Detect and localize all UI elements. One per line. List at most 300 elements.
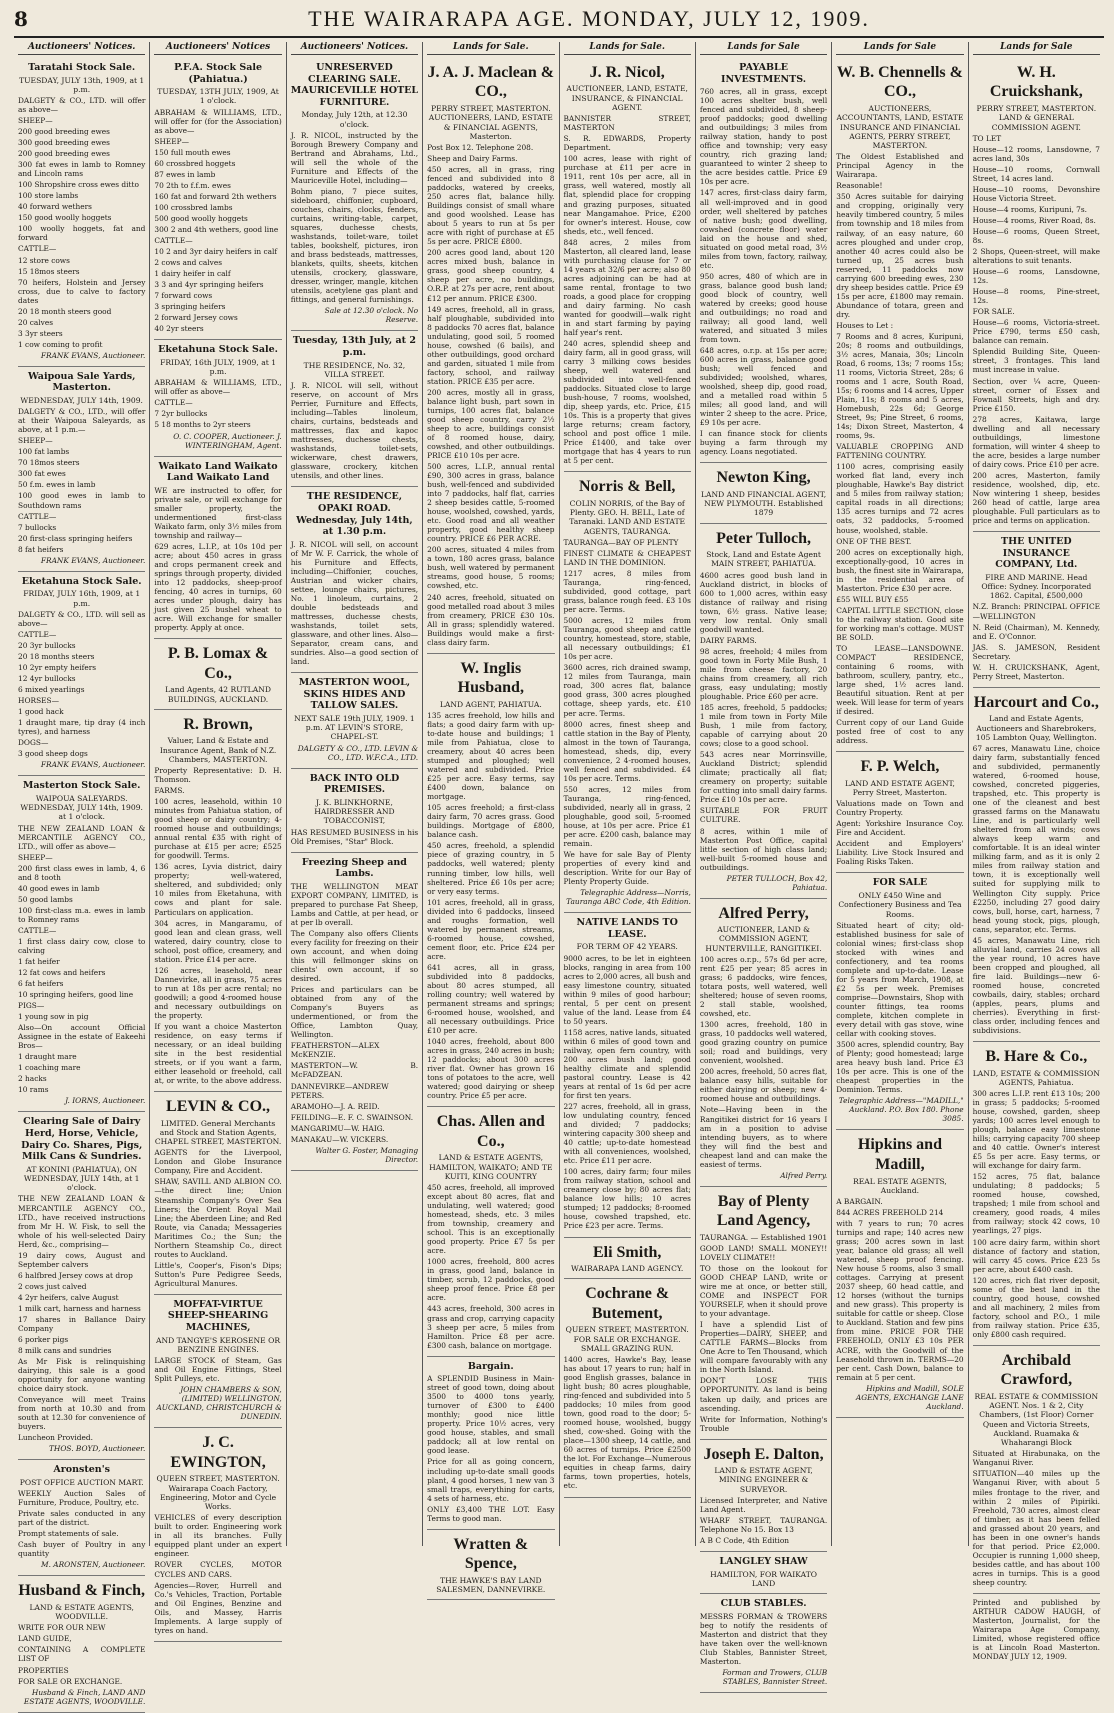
ad-title: Clearing Sale of Dairy Herd, Horse, Vehicle, Dairy Co. Shares, Pigs, Milk Cans & Sundries. xyxy=(21,1116,143,1163)
advertisement xyxy=(154,1295,281,1428)
advertisement xyxy=(291,331,418,487)
ad-subtitle: Stock, Land and Estate Agent MAIN STREET, PAHIATUA. xyxy=(706,550,821,569)
ad-text: Property Representative: D. H. Thomson. xyxy=(154,766,282,785)
ad-title: MASTERTON WOOL, SKINS HIDES AND TALLOW SALES. xyxy=(298,677,411,712)
ad-text: 152 acres, 75 flat, balance undulating; 8 paddocks; 5 roomed house, cowshed, trapshed; 1 mile from school and creamery, good roads, 4 miles from railway; stock 42 cows, 10 yearlings, 27 pigs. xyxy=(972,1172,1100,1236)
ad-text: 760 acres, all in grass, except 100 acres shelter bush, well fenced and subdivided, 8 sheep-proof paddocks; good dwelling and outbuildings; 3 miles from railway station, handy to post office and township; very easy country, rich grazing land; guaranteed to winter 2 sheep to the acre besides cattle. Price £9 10s per acre. xyxy=(699,87,828,187)
ad-title: Joseph E. Dalton, xyxy=(703,1445,824,1463)
ad-signature: M. ARONSTEN, Auctioneer. xyxy=(41,1560,146,1570)
ad-text: Agencies—Rover, Hurrell and Co.'s Vehicles, Traction, Portable and Oil Engines, Benzine and Oils, and Massey, Harris Implements. A large supply of tyres on hand. xyxy=(154,1580,282,1635)
ad-text: 1040 acres, freehold, about 800 acres in grass, 240 acres in bush; 12 paddocks; about 300 acres river flat. Owner has grown 16 tons of potatoes to the acre, well watered; good dairying or sheep country. Price £5 per acre. xyxy=(427,1037,555,1101)
advertisement xyxy=(427,1357,554,1530)
ad-title: Waikato Land Waikato Land Waikato Land xyxy=(158,460,278,484)
ad-text: 3 good sheep dogs xyxy=(18,749,88,759)
ad-subtitle: REAL ESTATE AGENTS, Auckland. xyxy=(853,1176,947,1195)
ad-text: DALGETY & CO., LTD., will offer at their Waipoua Saleyards, as above, at 1 p.m.— xyxy=(18,407,146,435)
ad-text: JAS. S. JAMESON, Resident Secretary. xyxy=(972,642,1100,661)
advertisement xyxy=(427,58,554,654)
ad-title: Wratten & Spence, xyxy=(453,1535,529,1573)
ad-subtitle: AT KONINI (PAHIATUA), ON WEDNESDAY, JULY 14th, at 1 o'clock. xyxy=(23,1164,140,1193)
ad-text: As Mr Fisk is relinquishing dairying, this sale is a good opportunity for anyone wanting choice dairy stock. xyxy=(18,1356,146,1394)
ad-text: 70 2th to f.f.m. ewes xyxy=(154,180,231,190)
ad-text: THE NEW ZEALAND LOAN & MERCANTILE AGENCY CO., LTD., will offer as above— xyxy=(18,823,146,851)
ad-title: Bargain. xyxy=(467,1360,514,1372)
ad-subtitle: WAIRARAPA LAND AGENCY. xyxy=(571,1264,684,1274)
ad-title: Cochrane & Butement, xyxy=(585,1285,670,1322)
ad-text: 200 acres, Masterton, family residence, woolshed, dip, etc. Now wintering 1 sheep, besides 260 head of cattle, large area ploughable. Full particulars as to price and terms on application. xyxy=(972,470,1100,525)
advertisement xyxy=(564,913,691,1237)
ad-text: 648 acres, o.r.p. at 15s per acre; 600 acres in grass, balance good bush; well fenced and subdivided; woolshed, whares, woolshed, sheep dip, good road, and a metalled road within 5 miles; all good land, and will winter 2 sheep to the acre. Price, £9 10s per acre. xyxy=(699,346,828,428)
ad-subtitle: AUCTIONEER, LAND & COMMISSION AGENT, HUNTERVILLE, RANGITIKEI. xyxy=(705,925,822,953)
ad-subtitle: QUEEN STREET, MASTERTON. Wairarapa Coach Factory, Engineering, Motor and Cycle Works. xyxy=(156,1474,280,1512)
ad-text: Accident and Employers' Liability. Live Stock Insured and Foaling Risks Taken. xyxy=(836,839,964,867)
advertisement xyxy=(18,367,145,572)
ad-text: 1 first class dairy cow, close to calving xyxy=(18,936,146,955)
ad-text: CAPITAL LITTLE SECTION, close to the railway station. Good site for working man's cottage. MUST BE SOLD. xyxy=(836,605,964,642)
ad-text: 1300 acres, freehold, 180 in grass, 10 paddocks well watered, good grazing country on pumice soil; road and buildings, very convenient, woolshed. xyxy=(699,1020,828,1066)
ad-title: Alfred Perry, xyxy=(718,904,809,922)
ad-text: 70 18mos steers xyxy=(18,458,80,468)
ad-text: FARMS. xyxy=(154,786,185,796)
ad-text: 227 acres, freehold, all in grass, low undulating country, fenced and divided; 7 paddocks; wintering capacity 300 sheep and 40 cattle; up-to-date homestead with all conveniences, woolshed, etc. Price £11 per acre. xyxy=(563,1102,691,1166)
ad-text: House—6 rooms, Lansdowne, 12s. xyxy=(972,267,1100,286)
ad-text: THE NEW ZEALAND LOAN & MERCANTILE AGENCY CO., LTD., have received instructions from Mr H. W. Fisk, to sell the whole of his well-selected Dairy Herd, &c., comprising— xyxy=(18,1194,146,1249)
ad-text: 9000 acres, to be let in eighteen blocks, ranging in area from 100 acres to 2,000 acres, all bush and easy limestone country, situated within 9 miles of good harbour; rental, 5 per cent on present value of the land. Lease from £4 to 50 years. xyxy=(563,953,691,1026)
ad-text: SHAW, SAVILL AND ALBION CO.—the direct line; Union Steamship Company's Over Sea Liners; the Orient Royal Mail Line; the Aberdeen Line; and Red Route, via Canada; Messageries Maritimes Co.; the Sun; the Northern Steamship Co., direct routes to Auckland. xyxy=(154,1177,282,1259)
ad-text: Situated at Hirabunaka, on the Wanganui River. xyxy=(972,1449,1100,1468)
ad-text: MANGARIMU—W. HAIG. xyxy=(290,1123,385,1133)
column-header: Lands for Sale. xyxy=(427,42,554,55)
ad-text: 147 acres, first-class dairy farm, all well-improved and in good order, well sheltered by patches of native bush; good dwelling, cowshed (concrete floor) water laid on the house and shed, situated on good metal road, 3½ miles from town, factory, railway, etc. xyxy=(699,188,828,270)
ad-text: 40 forward wethers xyxy=(18,202,92,212)
ad-text: 450 acres, freehold, a splendid piece of grazing country, in 5 paddocks, well watered; plenty running timber, low hills, well sheltered. Price £6 10s per acre; or very easy terms. xyxy=(427,841,555,896)
ad-text: 100 Shropshire cross ewes ditto xyxy=(18,180,139,190)
ad-text: 100 woolly hoggets, fat and forward xyxy=(18,224,146,243)
ad-title: F. P. Welch, xyxy=(860,758,940,776)
ad-title: LEVIN & CO., xyxy=(166,1098,271,1116)
ad-text: 20 calves xyxy=(18,317,54,327)
ad-text: A B C Code, 4th Edition xyxy=(699,1536,790,1546)
ad-text: MASTERTON—W. B. McFADZEAN. xyxy=(290,1061,419,1080)
ad-signature: FRANK EVANS, Auctioneer. xyxy=(40,760,146,770)
ad-subtitle: FRIDAY, 16th JULY, 1909, at 1 p.m. xyxy=(160,357,277,377)
ad-title: PAYABLE INVESTMENTS. xyxy=(721,61,807,85)
ad-text: TO LET xyxy=(972,133,1002,143)
advertisement xyxy=(291,673,418,769)
advertisement xyxy=(973,688,1100,1042)
ad-text: Section, over ¼ acre, Queen-street, corner of Essex and Fownall Streets, high and dry. Price £150. xyxy=(972,376,1100,413)
ad-text: 100 fat lambs xyxy=(18,447,70,457)
ad-text: SITUATION—40 miles up the Wanganui River, with about 5 miles frontage to the river, and within 2 miles of Pipiriki. Freehold, 730 acres, almost clear of timber, as it has been felled and grassed about 20 years, and has been in one owner's hands for that period. Price £2,000. Occupier is running 1,000 sheep, besides cattle, and has about 100 acres in turnips. This is a good sheep country. xyxy=(972,1469,1100,1587)
ad-text: CATTLE— xyxy=(18,629,57,639)
advertisement xyxy=(18,58,145,367)
ad-title: MOFFAT-VIRTUE SHEEP-SHEARING MACHINES, xyxy=(167,1298,269,1333)
ad-subtitle: WEDNESDAY, JULY 14th, 1909. xyxy=(20,395,143,405)
ad-text: PIGS— xyxy=(18,1001,45,1011)
ad-text: SHEEP— xyxy=(154,136,190,146)
ad-text: 120 acres, rich flat river deposit, some of the best land in the country, good house, cowshed and all machinery, 2 miles from factory, school and P.O., 1 mile from railway station. Price £35, only £800 cash required. xyxy=(972,1275,1100,1339)
ad-text: 1 draught mare, tip dray (4 inch tyres), and harness xyxy=(18,718,146,737)
ad-text: 1 cow coming to profit xyxy=(18,339,103,349)
ad-text: Reasonable! xyxy=(836,181,883,191)
page-number: 8 xyxy=(14,7,28,31)
column-header: Auctioneers' Notices. xyxy=(18,42,145,55)
ad-text: HAS RESUMED BUSINESS in his Old Premises, "Star" Block. xyxy=(290,827,419,846)
advertisement xyxy=(700,58,827,463)
ad-title: Hipkins and Madill, xyxy=(857,1136,942,1173)
advertisement xyxy=(154,340,281,456)
ad-text: 150 full mouth ewes xyxy=(154,147,231,157)
ad-text: 1100 acres, comprising easily worked flat land, every inch ploughable, Hawke's Bay district and 5 miles from railway station; capital roads in all directions; 135 acres turnips and 72 acres oats, 32 paddocks, 5-roomed house, woolshed, stable. xyxy=(836,462,964,535)
ad-title: CLUB STABLES. xyxy=(720,1598,807,1610)
ad-signature: J. IORNS, Auctioneer. xyxy=(65,1096,146,1106)
ad-text: 1217 acres, 8 miles from Tauranga, ring-fenced, subdivided, good cottage, part grass, balance rough feed. £3 10s per acre. Terms. xyxy=(563,569,691,615)
ad-text: 7 forward cows xyxy=(154,291,213,301)
ad-text: I can finance stock for clients buying a farm through my agency. Loans negotiated. xyxy=(699,429,828,457)
ad-text: Prompt statements of sale. xyxy=(18,1529,119,1539)
ad-text: 848 acres, 2 miles from Masterton, all cleared land, lease with purchasing clause for 7 or 14 years at 32/6 per acre; also 80 acres adjoining can be had at same rental, frontage to two roads, a good place for cropping and dairy farming. No cash wanted for goodwill—walk right in and start farming by paying half year's rent. xyxy=(563,237,691,337)
ad-text: SHEEP— xyxy=(18,852,53,862)
column-1 xyxy=(14,42,150,1706)
ad-text: 2 hacks xyxy=(18,1074,47,1084)
ad-text: 350 Acres suitable for dairying and cropping, originally very heavily timbered country, 5 miles from township and 18 miles from railway, of an easy nature, 60 acres ploughed and under crop, another 40 acres could also be turned up, 25 acres bush reserved, 11 paddocks now carrying 600 breeding ewes, 230 dry sheep besides cattle. Price £9 15s per acre, £1800 may remain. Abundance of totara, green and dry. xyxy=(836,192,964,319)
ad-title: Harcourt and Co., xyxy=(973,693,1099,711)
ad-text: Bohm piano, 7 piece suites, sideboard, chiffonier, cupboard, couches, chairs, clocks, fenders, curtains, writing-table, carpet, squares, duchesse chests, washstands, toilet-ware, toilet tables, bookshelf, pictures, iron and brass bedsteads, mattresses, blankets, quilts, sheets, kitchen utensils, crockery, glassware, dresser, wringer, mangle, kitchen utensils, acetylene gas plant and fittings, and general furnishings. xyxy=(290,186,419,305)
ad-title: Waipoua Sale Yards, Masterton. xyxy=(27,370,136,394)
ad-text: 1 draught mare xyxy=(18,1052,77,1062)
ad-title: THE UNITED INSURANCE COMPANY, Ltd. xyxy=(995,536,1078,571)
ad-text: I have a splendid List of Properties—DAIRY, SHEEP, and CATTLE FARMS—Blocks from One Acre to Ten Thousand, which will compare favourably with any in the North Island. xyxy=(699,1320,828,1375)
ad-text: 200 good breeding ewes xyxy=(18,127,110,137)
ad-title: R. Brown, xyxy=(183,715,253,733)
ad-text: Prices and particulars can be obtained from any of the Company's Buyers as undermentioned, or from the Office, Lambton Quay, Wellington. xyxy=(290,985,419,1040)
ad-text: House—10 rooms, Cornwall Street, 14 acres land. xyxy=(972,164,1100,183)
ad-text: 2 forward Jersey cows xyxy=(154,313,238,323)
advertisement xyxy=(154,58,281,340)
ad-subtitle: QUEEN STREET, MASTERTON. FOR SALE OR EXCHANGE. SMALL GRAZING RUN. xyxy=(565,1325,689,1353)
ad-text: SHEEP— xyxy=(18,116,53,126)
ad-text: House—10 rooms, Devonshire House Victoria Street. xyxy=(972,184,1100,203)
advertisement xyxy=(973,1346,1100,1594)
ad-text: 20 18 months steers xyxy=(18,651,95,661)
ad-text: 641 acres, all in grass, subdivided into 8 paddocks, about 80 acres stumped, all rolling country; well watered by permanent streams and springs; 6-roomed house, woolshed, and all necessary outbuildings. Price £10 per acre. xyxy=(427,962,555,1036)
ad-text: 844 ACRES FREEHOLD 214 xyxy=(836,1208,944,1218)
ad-text: 200 first class ewes in lamb, 4, 6 and 8 tooth xyxy=(18,863,146,882)
advertisement xyxy=(836,752,963,873)
ad-subtitle: POST OFFICE AUCTION MART. xyxy=(19,1477,144,1487)
ad-subtitle: FOR TERM OF 42 YEARS. xyxy=(576,942,678,952)
column-header: Lands for Sale. xyxy=(564,42,691,55)
ad-text: ABRAHAM & WILLIAMS, LTD., will offer for (for the Association) as above— xyxy=(154,107,282,135)
advertisement xyxy=(564,472,691,913)
ad-text: 7 2yr bullocks xyxy=(154,409,208,419)
ad-text: Note—Having been in the Rangitikei district for 16 years I am in a position to advise intending buyers, as to where they will find the best and cheapest land and can make the easiest of terms. xyxy=(699,1105,828,1169)
ad-text: 70 heifers, Holstein and Jersey cross, due to calve to factory dates xyxy=(18,277,146,305)
ad-subtitle: TAURANGA. — Established 1901 xyxy=(699,1232,828,1242)
ad-text: 136 acres, Lyvia district, dairy property; well-watered, sheltered, and subdivided; only 10 miles from Eketahuna, with cows and plant for sale. Particulars on application. xyxy=(154,862,282,917)
ad-text: 60 crossbred hoggets xyxy=(154,158,236,168)
ad-text: TO LEASE—LANSDOWNE. COMPACT RESIDENCE, containing 6 rooms, with bathroom, scullery, pantry, etc., large shed, 1½ acres land. Beautiful situation. Rent at per week. Will lease for term of years if desired. xyxy=(836,643,964,717)
ad-text: Agent: Yorkshire Insurance Coy. Fire and Accident. xyxy=(836,819,964,838)
ad-text: Current copy of our Land Guide posted free of cost to any address. xyxy=(836,718,964,746)
ad-text: N. Reid (Chairman), M. Kennedy, and E. O'Connor. xyxy=(972,622,1100,641)
advertisement xyxy=(564,1238,691,1280)
ad-subtitle: PERRY STREET, MASTERTON. AUCTIONEERS, LAND, ESTATE & FINANCIAL AGENTS, Masterton. xyxy=(428,104,553,141)
advertisement xyxy=(700,1440,827,1552)
ad-text: 200 acres on exceptionally high, exceptionally-good, 10 acres in bush, the finest site in Wairarapa, in the residential area of Masterton. Price £30 per acre. xyxy=(836,547,964,593)
ad-text: 50 f.m. ewes in lamb xyxy=(18,480,96,490)
ad-text: 8 milk cans and sundries xyxy=(18,1345,112,1355)
ad-text: WRITE FOR OUR NEW xyxy=(18,1623,106,1633)
ad-text: 450 acres, freehold, all improved except about 80 acres, flat and undulating, well watered; good homestead, sheds, etc. 3 miles from township, creamery and school. This is an exceptionally good property. Price £7 5s per acre. xyxy=(427,1183,555,1256)
ad-text: ROVER CYCLES, MOTOR CYCLES AND CARS. xyxy=(154,1560,282,1579)
ad-subtitle: LIMITED. General Merchants and Stock and Station Agents, CHAPEL STREET, MASTERTON. xyxy=(154,1118,282,1147)
ad-signature: THOS. BOYD, Auctioneer. xyxy=(48,1444,146,1454)
ad-text: 40 2yr steers xyxy=(154,324,204,334)
ad-text: 300 fat ewes in lamb to Romney and Lincoln rams xyxy=(18,160,146,179)
ad-text: BANNISTER STREET, MASTERTON xyxy=(563,114,691,133)
ad-text: 200 acres, situated 4 miles from a town, 180 acres grass, balance bush, well watered by permanent streams, good house, 5 rooms; cowshed, etc. xyxy=(427,545,555,591)
ad-subtitle: Valuer, Land & Estate and Insurance Agent, Bank of N.Z. Chambers, MASTERTON. xyxy=(159,736,277,764)
ad-subtitle: LAND & ESTATE AGENTS, WOODVILLE. xyxy=(29,1602,134,1622)
ad-title: NATIVE LANDS TO LEASE. xyxy=(576,917,678,940)
ad-text: 500 acres, L.I.P., annual rental £90, 300 acres in grass, balance bush, well-fenced and subdivided into 7 paddocks, half flat, carries 2 sheep besides cattle, 5-roomed house, woolshed, cowshed, yards, etc. Good road and all weather property, good healthy sheep country. PRICE £6 PER ACRE. xyxy=(427,462,555,544)
ad-title: Archibald Crawford, xyxy=(1000,1351,1073,1389)
ad-text: 200 good breeding ewes xyxy=(18,149,110,159)
ad-text: 1000 acres, freehold, 800 acres in grass, good land, balance in timber, scrub, 12 paddocks, good sheep proof fence. Price £8 per acre. xyxy=(427,1257,555,1303)
ad-subtitle: LAND AND FINANCIAL AGENT, NEW PLYMOUTH. Established 1879 xyxy=(700,489,827,518)
ad-text: DAIRY FARMS. xyxy=(699,635,757,645)
ad-title: W. Inglis Husband, xyxy=(457,659,524,697)
ad-signature: FRANK EVANS, Auctioneer. xyxy=(40,350,146,360)
ad-text: DALGETY & CO., LTD. will offer as above— xyxy=(18,96,146,115)
ad-text: 8 acres, within 1 mile of Masterton Post Office, capital little section of high class land; well-built 5-roomed house and outbuildings. xyxy=(699,826,828,872)
ad-text: WE are instructed to offer, for private sale, or will exchange for smaller property, the undermentioned first-class Waikato farm, only 3½ miles from township and railway— xyxy=(154,485,282,540)
ad-text: CATTLE— xyxy=(154,398,193,408)
ad-text: 100 store lambs xyxy=(18,191,79,201)
ad-text: 1 dairy heifer in calf xyxy=(154,269,231,279)
ad-signature: Forman and Trowers, CLUB STABLES, Bannister Street. xyxy=(722,1667,828,1686)
ad-text: 100 acres, lease with right of purchase at £11 per acre in 1911, rent 10s per acre, all in grass, well watered, mostly all flat, splendid place for cropping and grazing purposes, situated near Mangamahoe. Price, £200 for owner's interest. House, cow sheds, etc., well fenced. xyxy=(563,154,691,236)
advertisement xyxy=(700,899,827,1187)
ad-text: 1400 acres, Hawke's Bay, lease has about 17 years to run; half in good English grasses, balance in light bush; 80 acres ploughable, ring-fenced and subdivided into 5 paddocks; 10 miles from good town, good road to the door; 5-roomed house, woolshed, buggy shed, cow-shed. Going with the place—1300 sheep, 14 cattle, and 60 acres of turnips. Price £2500 the lot. For Exchange—Numerous equities in cheap farms, dairy farms, town properties, hotels, etc. xyxy=(563,1355,691,1491)
ad-text: 3 3 and 4yr springing heifers xyxy=(154,280,264,290)
ad-text: 98 acres, freehold; 4 miles from good town in Forty Mile Bush, 1 mile from cheese factory, 20 chains from creamery, all rich grass, easy undulating; mostly ploughable. Price £60 per acre. xyxy=(699,646,828,702)
column-header: Lands for Sale xyxy=(700,42,827,55)
ad-subtitle: LAND & ESTATE AGENT, MINING ENGINEER & SURVEYOR. xyxy=(714,1466,813,1494)
ad-text: 7 Rooms and 8 acres, Kuripuni, 20s; 8 rooms and outbuildings, 3½ acres, Manaia, 30s; Lincoln Road, 6 rooms, 13s; 7 rooms 15s; 11 rooms, Victoria Street, 28s; 6 rooms and 1 acre, South Road, 15s; 6 rooms and 14 acres, Upper Plain, 11s; 8 rooms and 5 acres, Homebush, 22s 6d; George Street, 9s; Pine Street, 6 rooms, 14s; Dixon Street, Masterton, 4 rooms, 9s. xyxy=(836,331,964,441)
advertisement xyxy=(18,776,145,1112)
column-4 xyxy=(423,42,559,1594)
ad-title: BACK INTO OLD PREMISES. xyxy=(309,772,400,796)
advertisement xyxy=(291,487,418,673)
ad-text: Houses to Let : xyxy=(836,320,894,330)
ad-text: 45 acres, Manawatu Line, rich alluvial land, carries 24 cows all the year round, 10 acres have been cropped and ploughed, all fire laid. Buildings—new 6-roomed house, concreted cowbails, dairy, stables; orchard (apples, pears, plums and cherries). Everything in first-class order, including fences and subdivisions. xyxy=(972,935,1100,1035)
advertisement xyxy=(427,1530,554,1601)
column-6 xyxy=(696,42,832,1686)
ad-subtitle: LAND AND ESTATE AGENT, Perry Street, Masterton. xyxy=(844,778,955,797)
ad-text: 2 Shops, Queen-street, will make alterations to suit tenants. xyxy=(972,247,1100,266)
ad-text: 50 good lambs xyxy=(18,894,73,904)
ad-text: House—12 rooms, Lansdowne, 7 acres land, 30s xyxy=(972,144,1100,163)
ad-text: House—6 rooms, Queen Street, 8s. xyxy=(972,227,1100,246)
ad-subtitle: THE RESIDENCE, No. 32, VILLA STREET. xyxy=(303,360,406,379)
ad-signature: Husband & Finch, LAND AND ESTATE AGENTS, WOODVILLE. xyxy=(23,1687,146,1706)
ad-title: P.F.A. Stock Sale (Pahiatua.) xyxy=(174,61,262,85)
ad-title: Eketahuna Stock Sale. xyxy=(158,344,278,356)
ad-text: Also—On account Official Assignee in the estate of Eakeehi Bros— xyxy=(18,1023,146,1051)
ad-text: 1 fat heifer xyxy=(18,956,60,966)
ad-text: 1 milk cart, harness and harness xyxy=(18,1303,141,1313)
ad-title: Newton King, xyxy=(716,469,811,487)
advertisement xyxy=(700,1187,827,1440)
ad-text: 2 cows and calves xyxy=(154,258,222,268)
ad-text: 278 acres, Kaitawa, large dwelling and all necessary outbuildings, limestone formation, will winter 4 sheep to the acre, besides a large number of dairy cows. Price £10 per acre. xyxy=(972,414,1100,469)
ad-text: HORSES— xyxy=(18,696,59,706)
ad-text: SHEEP— xyxy=(18,436,53,446)
advertisement xyxy=(291,769,418,853)
ad-text: ARAMOHO—J. A. REID. xyxy=(290,1101,380,1111)
ad-title: Norris & Bell, xyxy=(578,478,676,496)
ad-text: VEHICLES of every description built to order. Engineering work in all its branches. Fully equipped plant under an expert engineer. xyxy=(154,1513,282,1559)
ad-text: 15 18mos steers xyxy=(18,266,80,276)
ad-text: TO those on the lookout for GOOD CHEAP LAND, write or wire me at once, or better still, COME and INSPECT FOR YOURSELF, when it should prove to your advantage. xyxy=(699,1264,828,1319)
ad-title: Eli Smith, xyxy=(592,1243,662,1261)
ad-text: 6 porker pigs xyxy=(18,1334,69,1344)
advertisement xyxy=(700,1552,827,1594)
ad-text: 135 acres freehold, low hills and flats; a good dairy farm with up-to-date house and buildings; 1 mile from Pahiatua, close to creamery, about 40 acres been stumped and ploughed; well watered and subdivided. Price £25 per acre. Easy terms, say £400 down, balance on mortgage. xyxy=(427,710,555,802)
ad-text: TAURANGA—BAY OF PLENTY xyxy=(563,537,679,547)
ad-text: A SPLENDID Business in Main-street of good town, doing about 3500 to 4000 tons yearly, turnover of £300 to £400 monthly; good nice little property. Price 10½ acres, very good house, stables, and small paddock; all at low rental on good lease. xyxy=(427,1374,555,1456)
ad-text: Private sales conducted in any part of the district. xyxy=(18,1509,146,1528)
ad-text: SUITABLE FOR FRUIT CULTURE. xyxy=(699,806,828,825)
ad-text: J. R. NICOL will sell, without reserve, on account of Mrs Perrier, Furniture and Effects, including—Tables linoleum, chairs, curtains, bedsteads and mattresses, flax and kapoc mattresses, duchesse chests, washstands, toilet-sets, wickerware, chest drawers, glassware, crockery, kitchen utensils, and other lines. xyxy=(290,381,419,481)
ad-subtitle: NEXT SALE 19th JULY, 1909. 1 p.m. AT LEVIN'S STORE, CHAPEL-ST. xyxy=(294,713,415,742)
ad-text: 1 young sow in pig xyxy=(18,1012,89,1022)
ad-subtitle: ONLY £450 Wine and Confectionery Business and Tea Rooms. xyxy=(838,891,962,919)
columns xyxy=(14,42,1104,1706)
ad-text: 450 acres, all in grass, ring fenced and subdivided into 8 paddocks, watered by creeks, 250 acres flat, balance hilly. Buildings consist of small whare and good woolshed. Lease has about 5 years to run at 5s per acre with right of purchase at £5 5s per acre. PRICE £800. xyxy=(427,165,555,247)
ad-text: 5000 acres, 12 miles from Tauranga, good sheep and cattle country, homestead, store, stable, all necessary outbuildings; £1 10s per acre. xyxy=(563,616,691,662)
ad-text: 105 acres freehold; a first-class dairy farm, 70 acres grass. Good buildings. Mortgage of £800, balance cash. xyxy=(427,803,555,840)
ad-text: FINEST CLIMATE & CHEAPEST LAND IN THE DOMINION. xyxy=(563,548,691,567)
ad-text: FOR SALE. xyxy=(972,307,1015,317)
ad-title: Taratahi Stock Sale. xyxy=(28,61,136,73)
ad-text: CATTLE— xyxy=(18,511,57,521)
ad-text: 67 acres, Manawatu Line, choice dairy farm, substantially fenced and subdivided, permanently watered, 6-roomed house, cowshed, concreted piggeries, trapshed, etc. This property is one of the cleanest and best grassed farms on the Manawatu Line, and is particularly well sheltered from all winds; cows always keep warm and comfortable. It is an ideal winter milking farm, and as it is only 2 miles from railway station and town, it is exceptionally well suited for supplying milk to Wellington City supply. Price £2250, including 27 good dairy cows, bull, horse, cart, harness, 7 head young stock, pigs, plough, cans, separator, etc. Terms. xyxy=(972,744,1100,934)
advertisement xyxy=(973,532,1100,688)
ad-subtitle: REAL ESTATE & COMMISSION AGENT. Nos. 1 & 2, City Chambers, (1st Floor) Corner Queen and Victoria Streets, Auckland. Ruamaka & Whaharangi Block xyxy=(974,1391,1099,1448)
ad-title: Peter Tulloch, xyxy=(716,529,811,547)
ad-text: £55 WILL BUY £55 xyxy=(836,594,909,604)
ad-text: J. R. NICOL will sell, on account of Mr W. F. Carrick, the whole of his Furniture and Effects, including—Chiffonier, couches, Austrian and wicker chairs, settee, lounge chairs, pictures, No. 1 linoleum, curtains, 2 double bedsteads and mattresses, duchesse chests, washstands, toilet sets, glassware, and other lines. Also—Separator, cream cans, and sundries. Also—a good section of land. xyxy=(290,539,419,667)
ad-subtitle: Land Agents, 42 RUTLAND BUILDINGS, AUCKLAND. xyxy=(165,685,271,704)
advertisement xyxy=(564,58,691,472)
ad-text: CATTLE— xyxy=(18,244,57,254)
ad-text: 3 springing heifers xyxy=(154,302,226,312)
ad-text: 6 halfbred Jersey cows at drop xyxy=(18,1270,133,1280)
ad-title: UNRESERVED CLEARING SALE. MAURICEVILLE HOTEL FURNITURE. xyxy=(290,61,419,108)
ad-text: 950 acres, 480 of which are in grass, balance good bush land; good block of country, well watered by creeks; good house and outbuildings; no road and railway; all good land, well watered, and situated 3 miles from town. xyxy=(699,271,828,344)
ad-text: THE WELLINGTON MEAT EXPORT COMPANY, LIMITED, is prepared to purchase Fat Sheep, Lambs and Cattle, at per head, or at per lb overall. xyxy=(290,881,419,927)
ad-text: 7 bullocks xyxy=(18,522,57,532)
ad-text: 160 fat and forward 2th wethers xyxy=(154,191,277,201)
ad-text: 240 acres, freehold, situated on good metalled road about 3 miles from creamery, PRICE £30 10s. All in grass; splendidly watered. Buildings would make a first-class dairy farm. xyxy=(427,592,555,647)
ad-text: 100 crossbred lambs xyxy=(154,202,233,212)
ad-text: PROPERTIES xyxy=(18,1665,69,1675)
ad-signature: O. C. COOPER, Auctioneer. J. WINTERINGHAM, Agent. xyxy=(173,431,282,450)
advertisement xyxy=(700,1594,827,1693)
advertisement xyxy=(700,524,827,899)
ad-title: J. R. Nicol, xyxy=(589,63,665,81)
ad-text: 100 acres, leasehold, within 10 minutes from Pahiatua station, of good sheep or dairy country; 4-roomed house and outbuildings; annual rental £35 with right of purchase at £15 per acre; £525 for goodwill. Terms. xyxy=(154,797,282,861)
ad-text: 20 3yr bullocks xyxy=(18,640,76,650)
advertisement xyxy=(973,58,1100,532)
ad-text: 300 acres L.I.P. rent £13 10s; 200 in grass; 5 paddocks; 5-roomed house, cowshed, garden, sheep yards; 100 acres level enough to plough, balance easy limestone hills; carrying capacity 700 sheep and 40 cattle. Owner's interest £5 5s per acre. Easy terms, or will exchange for dairy farm. xyxy=(972,1089,1100,1171)
ad-text: 4 2yr heifers, calve August xyxy=(18,1292,119,1302)
ad-text: A BARGAIN. xyxy=(836,1197,883,1206)
ad-text: 629 acres, L.I.P., at 10s 10d per acre; about 450 acres in grass and crops permanent creek and springs through property, divided into 12 paddocks, sheep-proof fencing, 40 acres in turnips, 60 acres under plough, dairy has just given 25 bushel wheat to acre. Will exchange for smaller property. Apply at once. xyxy=(154,541,282,633)
advertisement xyxy=(154,457,281,640)
ad-text: DON'T LOSE THIS OPPORTUNITY. As land is being taken up daily, and prices are ascending. xyxy=(699,1376,828,1413)
ad-text: FEATHERSTON—ALEX McKENZIE. xyxy=(290,1041,380,1060)
ad-text: FEILDING—E. F. C. SWAINSON. xyxy=(290,1112,414,1122)
ad-subtitle: Monday, July 12th, at 12.30 o'clock. xyxy=(301,110,408,129)
ad-text: 126 acres, leasehold, near Dannevirke, all in grass, 75 acres to run at 18s per acre rental; no goodwill; a good 4-roomed house and necessary outbuildings on the property. xyxy=(154,965,282,1020)
ad-text: 1 coaching mare xyxy=(18,1063,81,1073)
ad-text: GOOD LAND! SMALL MONEY!! LOVELY CLIMATE!! xyxy=(699,1244,828,1263)
ad-text: 10 rams xyxy=(18,1085,49,1095)
ad-text: LARGE STOCK of Steam, Gas and Oil Engine Fittings, Steel Split Pulleys, etc. xyxy=(154,1356,282,1384)
ad-signature: Sale at 12.30 o'clock. No Reserve. xyxy=(324,306,419,325)
ad-text: N.Z. Branch: PRINCIPAL OFFICE—WELLINGTON xyxy=(972,602,1100,621)
ad-text: MANAKAU—W. VICKERS. xyxy=(290,1134,389,1144)
ad-text: WHARF STREET, TAURANGA. Telephone No 15. Box 13 xyxy=(699,1515,828,1534)
ad-subtitle: PERRY STREET, MASTERTON. LAND & GENERAL COMMISSION AGENT. xyxy=(976,104,1097,132)
ad-signature: Telegraphic Address—"MADILL," Auckland. P.O. Box 180. Phone 3085. xyxy=(838,1096,964,1124)
advertisement xyxy=(18,1576,145,1712)
ad-signature: Walter G. Foster, Managing Director. xyxy=(315,1145,419,1164)
ad-text: 3 3yr steers xyxy=(18,328,63,338)
advertisement xyxy=(154,710,281,1092)
ad-title: Tuesday, 13th July, at 2 p.m. xyxy=(292,335,416,359)
column-header: Auctioneers' Notices xyxy=(154,42,281,55)
ad-signature: Hipkins and Madill, SOLE AGENTS, EXCHANGE LANE Auckland. xyxy=(855,1383,964,1411)
ad-text: Valuations made on Town and Country Property. xyxy=(836,799,964,818)
ad-text: The Oldest Established and Principal Agency in the Wairarapa. xyxy=(836,152,964,180)
ad-title: FOR SALE xyxy=(872,877,928,889)
advertisement xyxy=(154,639,281,710)
ad-subtitle: HAMILTON, FOR WAIKATO LAND xyxy=(710,1569,817,1588)
ad-subtitle: WAIPOUA SALEYARDS. WEDNESDAY, JULY 14th, 1909. at 1 o'clock. xyxy=(20,793,143,822)
ad-text: 6 fat heifers xyxy=(18,979,64,989)
ad-text: 20 first-class springing heifers xyxy=(18,533,133,543)
ad-title: THE RESIDENCE, OPAKI ROAD. Wednesday, July 14th, at 1.30 p.m. xyxy=(296,491,413,538)
column-3 xyxy=(287,42,423,1546)
advertisement xyxy=(836,873,963,1130)
ad-signature: DALGETY & CO., LTD. LEVIN & CO., LTD. W.F.C.A., LTD. xyxy=(297,743,419,762)
ad-title: J. C. EWINGTON, xyxy=(170,1434,266,1471)
ad-text: 200 acres, freehold, 50 acres flat, balance easy hills, suitable for either dairying or sheep; new 4-roomed house and outbuildings. xyxy=(699,1067,828,1104)
ad-text: ABRAHAM & WILLIAMS, LTD., will offer as above— xyxy=(154,378,282,397)
ad-text: VALUABLE CROPPING AND FATTENING COUNTRY. xyxy=(836,442,964,461)
ad-text: 87 ewes in lamb xyxy=(154,169,216,179)
ad-text: CONTAINING A COMPLETE LIST OF xyxy=(18,1645,146,1664)
ad-subtitle: Land and Estate Agents, Auctioneers and Sharebrokers, 105 Lambton Quay, Wellington. xyxy=(975,714,1097,742)
ad-subtitle: LAND & ESTATE AGENTS, HAMILTON, WAIKATO; AND TE KUITI, KING COUNTRY xyxy=(429,1153,553,1181)
ad-title: Chas. Allen and Co., xyxy=(436,1113,545,1150)
ad-title: W. B. Chennells & CO., xyxy=(836,63,963,101)
